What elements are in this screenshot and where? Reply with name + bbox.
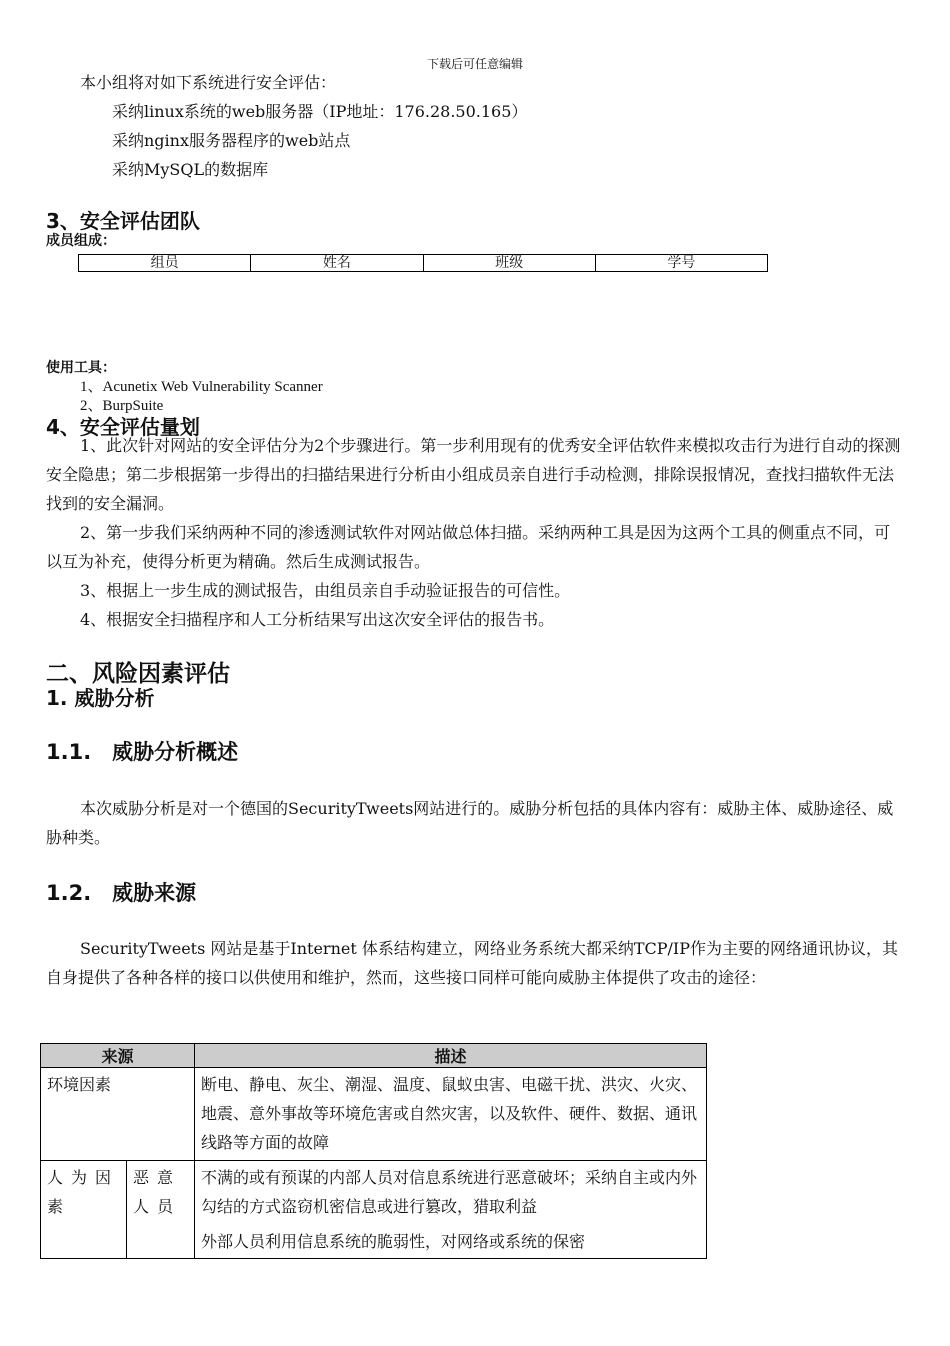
threat-analysis-heading: 1. 威胁分析 <box>46 686 155 710</box>
tool-item-burpsuite: 2、BurpSuite <box>80 398 164 414</box>
threat-source-heading: 1.2. 威胁来源 <box>46 881 197 905</box>
malicious-person-label: 恶意人员 <box>127 1161 195 1259</box>
intro-lead: 本小组将对如下系统进行安全评估： <box>80 73 337 92</box>
plan-paragraph-1: 1、此次针对网站的安全评估分为2个步骤进行。第一步利用现有的优秀安全评估软件来模拟攻击行为进行自动的探测安全隐患；第二步根据第一步得出的扫描结果进行分析由小组成员亲自进行手动检测，排除误报情况，查找扫描软件无法找到的安全漏洞。 <box>46 436 901 513</box>
intro-item-mysql: 采纳MySQL的数据库 <box>112 160 269 179</box>
threat-source-paragraph: SecurityTweets 网站是基于Internet 体系结构建立，网络业务系统大都采纳TCP/IP作为主要的网络通讯协议，其自身提供了各种各样的接口以供使用和维护，然而，这些接口同样可能向威胁主体提供了攻击的途径： <box>46 939 899 987</box>
team-col-class: 班级 <box>423 255 595 272</box>
threat-overview-heading: 1.1. 威胁分析概述 <box>46 740 239 764</box>
threat-source-table <box>40 1043 707 1259</box>
table-row <box>41 1068 707 1161</box>
tools-label: 使用工具： <box>46 360 116 376</box>
env-factor-desc: 断电、静电、灰尘、潮湿、温度、鼠蚁虫害、电磁干扰、洪灾、火灾、地震、意外事故等环境危害或自然灾害，以及软件、硬件、数据、通讯线路等方面的故障 <box>195 1068 707 1161</box>
tool-item-acunetix: 1、Acunetix Web Vulnerability Scanner <box>80 379 323 395</box>
plan-paragraph-4: 4、根据安全扫描程序和人工分析结果写出这次安全评估的报告书。 <box>80 610 555 629</box>
col-desc-header: 描述 <box>195 1044 707 1068</box>
team-col-name: 姓名 <box>251 255 423 272</box>
malicious-person-desc <box>195 1161 707 1259</box>
page-header-note: 下载后可任意编辑 <box>426 57 523 71</box>
team-heading: 3、安全评估团队 <box>46 209 200 233</box>
intro-item-nginx: 采纳nginx服务器程序的web站点 <box>112 131 351 150</box>
members-label: 成员组成： <box>46 233 116 249</box>
human-factor-label: 人为因素 <box>41 1161 127 1259</box>
team-table-header-row <box>79 255 768 272</box>
team-col-student-id: 学号 <box>595 255 767 272</box>
env-factor-label: 环境因素 <box>41 1068 195 1161</box>
plan-paragraph-3: 3、根据上一步生成的测试报告，由组员亲自手动验证报告的可信性。 <box>80 581 571 600</box>
table-row <box>41 1161 707 1259</box>
malicious-desc-external: 外部人员利用信息系统的脆弱性，对网络或系统的保密 <box>201 1232 586 1251</box>
malicious-desc-internal: 不满的或有预谋的内部人员对信息系统进行恶意破坏；采纳自主或内外勾结的方式盗窃机密信息或进行篡改，猎取利益 <box>201 1168 698 1216</box>
col-source-header: 来源 <box>41 1044 195 1068</box>
section2-heading: 二、风险因素评估 <box>46 661 230 687</box>
plan-heading: 4、安全评估量划 <box>46 415 200 439</box>
intro-item-linux: 采纳linux系统的web服务器（IP地址：176.28.50.165） <box>112 102 528 121</box>
threat-overview-paragraph: 本次威胁分析是对一个德国的SecurityTweets网站进行的。威胁分析包括的具体内容有：威胁主体、威胁途径、威胁种类。 <box>46 799 894 847</box>
plan-paragraph-2: 2、第一步我们采纳两种不同的渗透测试软件对网站做总体扫描。采纳两种工具是因为这两个工具的侧重点不同，可以互为补充，使得分析更为精确。然后生成测试报告。 <box>46 523 891 571</box>
team-table <box>78 254 768 272</box>
team-col-member: 组员 <box>79 255 251 272</box>
threat-table-header-row <box>41 1044 707 1068</box>
